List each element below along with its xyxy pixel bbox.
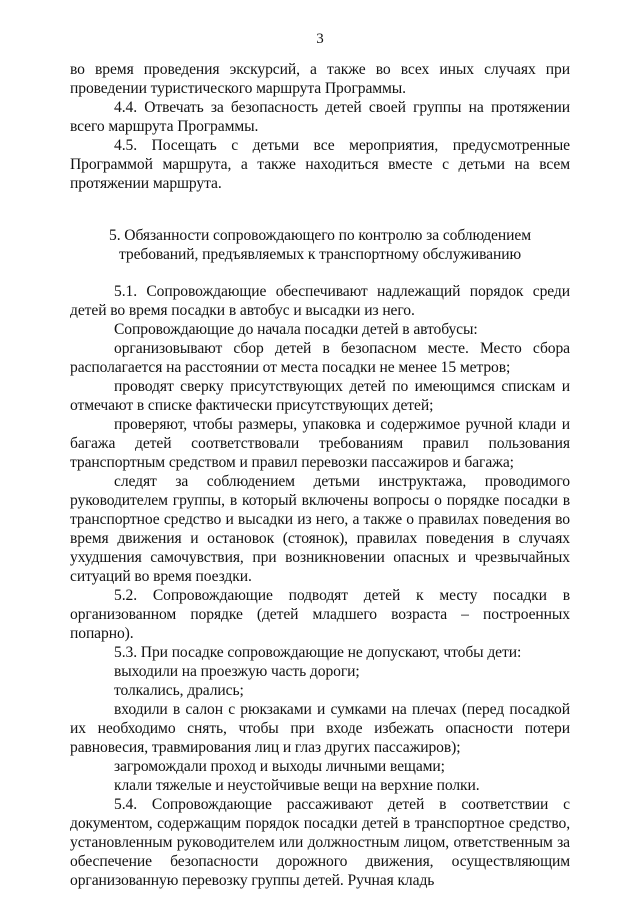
paragraph-4-4: 4.4. Отвечать за безопасность детей своей группы на протяжении всего маршрута Программы. (70, 99, 570, 135)
paragraph-5-3: 5.3. При посадке сопровождающие не допускают, чтобы дети: (114, 644, 522, 661)
paragraph-roll-call: проводят сверку присутствующих детей по имеющимся спискам и отмечают в списке фактически присутствующих детей; (70, 378, 570, 414)
paragraph-briefing: следят за соблюдением детьми инструктажа, проводимого руководителем группы, в который включены вопросы о порядке посадки в транспортное средство и высадки из него, а также о правилах поведения во время движения и остановок (стоянок), правилах поведения в случаях ухудшения самочувствия, при возникновении опасных и чрезвычайных ситуаций во время поездки. (70, 473, 570, 585)
paragraph-continuation: во время проведения экскурсий, а также во всех иных случаях при проведении туристического маршрута Программы. (70, 61, 570, 97)
paragraph-backpacks: входили в салон с рюкзаками и сумками на плечах (перед посадкой их необходимо снять, чтобы при входе избежать опасности потери равновесия, травмирования лиц и глаз других пассажиров); (70, 701, 570, 756)
page-number: 3 (316, 31, 324, 47)
document-body (70, 60, 570, 890)
paragraph-5-2: 5.2. Сопровождающие подводят детей к месту посадки в организованном порядке (детей младшего возраста – построенных попарно). (70, 587, 570, 642)
paragraph-5-1: 5.1. Сопровождающие обеспечивают надлежащий порядок среди детей во время посадки в автобус и высадки из него. (70, 283, 570, 319)
paragraph-shelves: клали тяжелые и неустойчивые вещи на верхние полки. (114, 777, 480, 794)
paragraph-before-boarding: Сопровождающие до начала посадки детей в автобусы: (114, 321, 478, 338)
paragraph-roadway: выходили на проезжую часть дороги; (114, 663, 360, 680)
section-5-heading: 5. Обязанности сопровождающего по контролю за соблюдением требований, предъявляемых к транспортному обслуживанию (109, 227, 531, 263)
paragraph-pushing: толкались, дрались; (114, 682, 244, 699)
paragraph-aisle: загромождали проход и выходы личными вещами; (114, 758, 445, 775)
paragraph-5-4: 5.4. Сопровождающие рассаживают детей в соответствии с документом, содержащим порядок посадки детей в транспортное средство, установленным руководителем или должностным лицом, ответственным за обеспечение безопасности дорожного движения, осуществляющим организованную перевозку группы детей. Ручная кладь (70, 796, 570, 889)
paragraph-gathering: организовывают сбор детей в безопасном месте. Место сбора располагается на расстоянии от места посадки не менее 15 метров; (70, 340, 570, 376)
paragraph-4-5: 4.5. Посещать с детьми все мероприятия, предусмотренные Программой маршрута, а также находиться вместе с детьми на всем протяжении маршрута. (70, 137, 570, 192)
paragraph-luggage-check: проверяют, чтобы размеры, упаковка и содержимое ручной клади и багажа детей соответствовали требованиям правил пользования транспортным средством и правил перевозки пассажиров и багажа; (70, 416, 570, 471)
